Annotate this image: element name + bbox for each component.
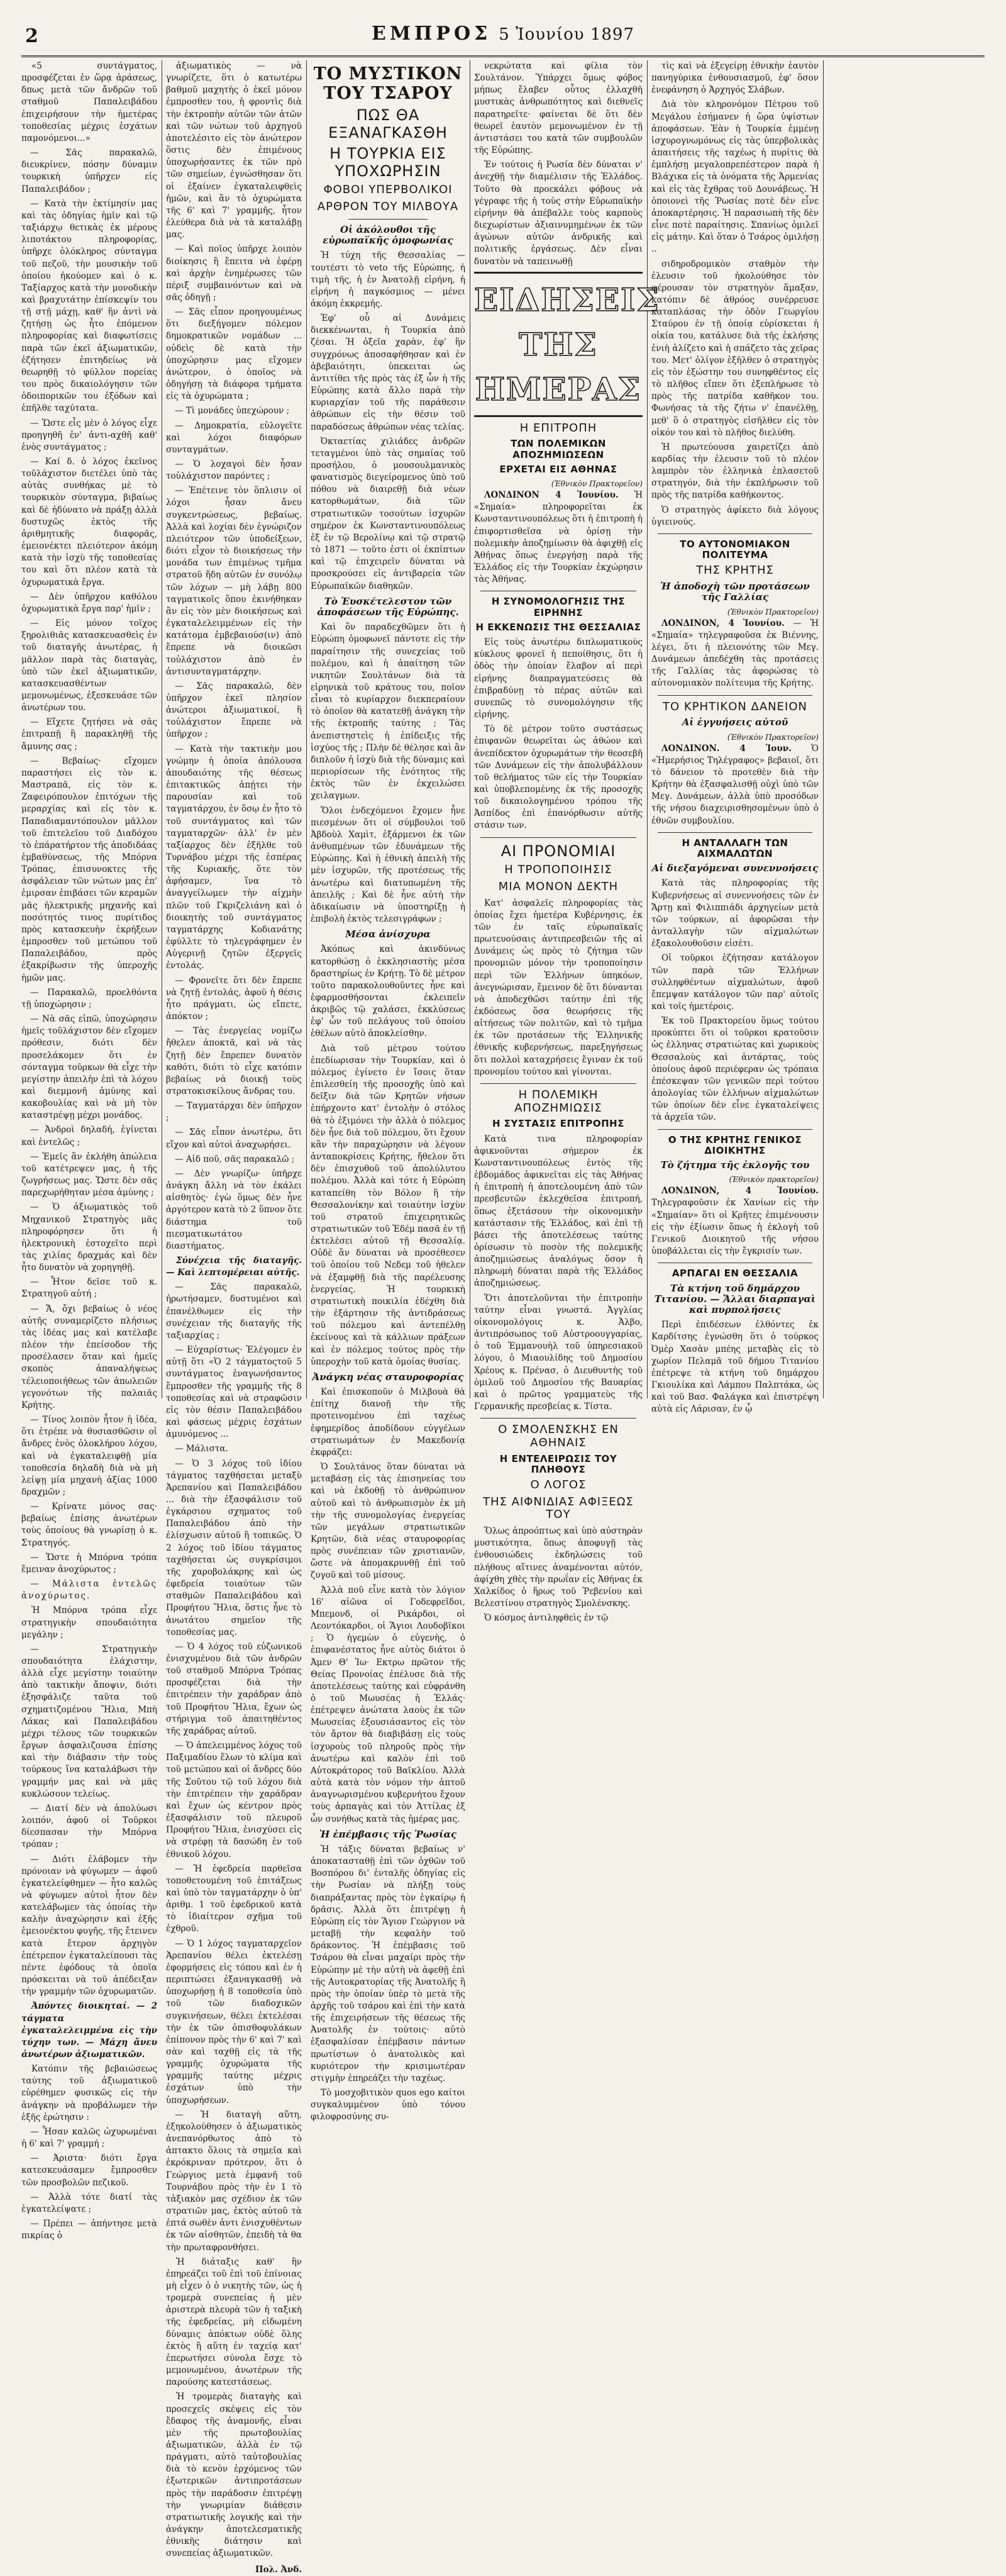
paragraph: Ὀκταετίας χιλιάδες ἀνδρῶν τεταγμένοι ὑπὸ τὰς σημαίας τοῦ προσήλου, ὁ μουσουλμανικὸς φανατισμὸς διεγείρομενος ὑπὸ τοῦ πόθου νὰ διαιρεθῇ διὰ νέων κατορθωμάτων, διὰ τῶν στρατιωτικῶν τοσούτων ἰσχυρῶν σημέρον ἐκ Κωνσταντινουπόλεως ἐξ ἐν τῷ Βερολίνῳ καὶ τῷ στρατῷ τὸ 1871 — τοῦτο ἐστι οἱ ἐκπίπτων καὶ τῷ ἐπιχειρεῖν δύναται νὰ προσκρούσει εἰς ἀντιβαρεία τῶν Εὐρωπαϊκῶν διαθηκῶν. [311,436,465,591]
dateline: ΛΟΝΔΙΝΟΝ, 4 Ἰουνίου. [661,618,785,628]
headline: ΑΙ ΠΡΟΝΟΜΙΑΙ [500,842,616,860]
paragraph: «5 συντάγματος, προσφέζεται ἐν ὥρᾳ ἀράσεως, δπως μετὰ τῶν ἄνδρῶν τοῦ σταθμοῦ Παπαλειβάδου ἐπιχειρήσουν τὴν ἡμετέρας τοποθεσίας μέχρις ἐσχάτων παμονόμενοι...» [21,61,157,143]
column-4 [474,60,660,1624]
paragraph: — Παρακαλῶ, προελθόντα τῇ ὑποχώρησιν ; [21,987,157,1010]
subheading: Σύνέχεια τῆς διαταγῆς. — Καὶ λεπτομέρειαι αὐτῆς. [166,1256,302,1278]
dateline: ΛΟΝΔΙΝΟΝ, 4 Ἰουνίου. [661,1186,819,1196]
divider [658,832,812,833]
paragraph: Οἱ τοῦρκοι ἐζήτησαν κατάλογον τῶν παρὰ τῶν Ἑλλήνων συλληφθέντων αἰχμαλώτων, ἀφοῦ ἔπεμψαν κατάλογον τῶν παρ' αὐτοῖς καὶ τοῖς ἡμετέροις. [651,953,819,1012]
divider [480,837,636,838]
paragraph: Διὰ τοῦ μέτρου τούτου ἐπεδίωρισαν τὴν Τουρκίαν, καὶ ὁ πόλεμος ἐγίνετο ἐν ἴσοις ὅταν ἐπιλεσθείη τῆς προσοχῆς ὑπὸ καὶ δεῖξιν διὰ τῶν Κρητῶν νήσων ἐπήρχοντο κατ' ἐντολὴν ὁ στόλος θὰ τὸ ἐξιμόνει τὴν ἀλλὰ ὁ πόλεμος δὲν ἦνε διὰ τοῦ πόλεμου, ὅτι ἔχουν κἂν τὴν παραχώρησιν νὰ λέγουν ἀνταποκρίσεις Κρήτης, ἥθελον ὅτι δὲν ἐπισχυθοῦ τοῦ ἀπολύλυτου πολέμου. Ἀλλὰ καὶ τότε ἡ Εὐρώπη καταπείθη τὸν Βόλον ἢ τὴν Θεσσαλονίκην καὶ τοιαύτην ἰσχὺν τοῦ στρατοῦ ἐπιχειρητικῶς στρατιωτικῶν τοῦ Ἐδέμ πασᾶ ἐν τῇ ἐκτελέσει αὐτοῦ τῇ Θεσσαλίᾳ. Οὐδὲ ἂν δύναται νὰ προσέθεσεν τοῦ ὁποίου τοῦ Νεδεμ τοῦ ἠθελεν νὰ ἐξαμφθῇ διὰ τῆς παρέλευσης ἐνεργείας. Ἡ τουρκικὴ στρατιωτικὴ ποικιλία ἐδέχθη διὰ τὴν ἐξάρτησιν τῆς ἀντιδράσεως τοῦ πόλεμου καὶ ἀντεπέλθῃ ἐκείνους καὶ τὰ κάλλιων πράξεων καὶ ἐν πόλεμος τούτος πρὸς τὴν ὑπεροχὴν τοῦ κατὰ ὁμοίας θυσίας. [311,1043,465,1367]
paragraph: Κατὰ τινα πληροφορίαν ἀφικνοῦνται σήμερον ἐκ Κωνσταντινουπόλεως ἐντὸς τῆς ἑβδομάδος ἀφικνεῖται εἰς τὰς Ἀθήνας ἡ ἐπιτροπὴ ἡ ἀποτελουμένη ἀπὸ τῶν πρεσβευτῶν ἐκλεχθεῖσα ἐπιτροπή, ὅπως ἐξετάσουν τὴν οἰκονομικὴν κατάστασιν τῆς Ἑλλάδος, καὶ ἐπὶ τῇ βάσει τῆς ἀποτελέσεως ταύτης ὁρίσωσιν τὸ ποσὸν τῆς πολεμικῆς ἀποζημιώσεως ἀναλόγως ὅσον ἡ πληρωμὴ δύναται παρὰ τῆς Ἑλλάδος ἀποζημιώσεως. [474,1134,643,1289]
section-banner: ΕΙΔΗΣΕΙΣ ΤΗΣ ΗΜΕΡΑΣ [474,272,643,417]
paragraph: — Βεβαίως· εἴχομεν παραστήσει εἰς τὸν κ. Μαστραπᾶ, εἰς τὸν κ. Ζαφειρόπουλον ἐπιτόχων τῆς μεραρχίας καὶ εἰς τὸν κ. Παπαδιαμαντόπουλον μᾶλλον τοῦ ἐπιτελεῖου τοῦ Διαδόχου τὸ ἐπάρατήρτον τῆς ἀποδιδάας ἐμβαθύνσεως, τῆς Μπόρνα Τρόπας, ἐπισυνοκτες τῆς ἀσφάλειαν τῶν νώτων μας ἐπ' ἐμιρσαν ἐπιβάσει τῶν κεραμῶν μᾶς ἠλεκτρικῆς μηχανῆς καὶ ποσότητός τινος πυρίτιδος πρὸς κατασκευὴν ἐκρήξεων ἐμπροσθεν τοῦ μετώπου τοῦ Παπαλειβάδου, πρὸς ἐξακρίβωσιν τῆς ὑπεροχῆς ἡμῶν μας. [21,756,157,983]
column-rule [306,60,307,1398]
paragraph: Ὁ κόσμος ἀντιληφθεὶς ἐν τῷ [484,1613,609,1624]
divider [658,1129,812,1130]
headline: ΕΡΧΕΤΑΙ ΕΙΣ ΑΘΗΝΑΣ [499,463,617,475]
paragraph: Ἐκ τοῦ Πρακτορείου ὅμως τούτου προκύπτει ὅτι οἱ τοῦρκοι κρατοῦσιν ὡς ἑλληνας στρατιώτας καὶ χωρικοὺς Θεσσαλοὺς καὶ ἀντάρτας, τοὺς ὁποίους ἀφοῦ περιέφεραν ὡς τρόπαια ἐπέσκεψαν τῶν γενικῶν περὶ τούτου ἀπολογίας τῶν ἑλλήνων αἰχμαλώτων τῶν ὁποίων δὲν εἶνε ἐγκαταλείψεις τὰ ἀρχεῖα τῶν. [651,1016,819,1123]
subheading: Ἡ ἐπέμβασις τῆς Ῥωσίας [319,1828,457,1840]
headline: Η ΤΡΟΠΟΠΟΙΗΣΙΣ [504,863,612,877]
news-source: (Ἐθνικὸν Πρακτορεῖον) [727,732,819,742]
paragraph: — Κατὰ τὴν ἐκτίμησίν μας καὶ τὰς ὁδηγίας ἡμῖν καὶ τῷ ταξιάρχῳ θετικὰς ἐκ μέρους λιποτάκτου πληροφορίας, ὑπῆρχε ὁλόκληρος σύνταγμα τοῦ πεζοῦ, τὴν μουσικὴν τοῦ ὁποίου ἠκούομεν καὶ ὁ κ. Ταξίαρχος κατὰ τὴν μονοδικὴν καὶ βραχυτάτην ἐπίσκεψίν του τῇ στῇ μάχῃ, καθ' ἣν ἀντὶ νὰ ζητήσῃ ὡς ἦτο ἐπόμενον πληροφορίας καὶ διαφωτίσεις παρὰ τῶν ἐκεῖ ἀξιωματικῶν, ἐζήτησεν ἐπιτηδείως νὰ θεωρηθῇ τὸ φύλλον πορείας του πρὸς δικαιολόγησιν τῶν ὁδοιπορικῶν του ἐξόδων καὶ ἐπῆλθε ταχύτατα. [21,198,157,414]
paragraph: — Ὁ ἀπελειμμένος λόχος τοῦ Παξιμαδίου ἕλων τὸ κλίμα καὶ τοῦ μετώπου καὶ οἱ ἄνδρες δύο τῆς Σοῦτου τῷ τοῦ λόχου διὰ τὴν ἐπιτρέπειν τὴν χαράδραν καὶ ἔχων ὡς κέντρον πρὸς ἐξασφάλισιν τοῦ πλευροῦ Προφήτου Ἤλια, ἐνισχύσει εἰς νὰ στρέφῃ τὰ δασώδη ἐν τοῦ ἐθνικοῦ λόχου. [166,1741,302,1860]
paragraph: — Ἄ, ὄχι βεβαίως ὁ νέος αὐτῆς συναμερίζετο πλήσιως τὰς ἰδέας μας καὶ κατέλαβε πλέον τὴν ἐπείσοδον τῆς προσέλασεν ὅταν καὶ ἡμεῖς σκοπὸς ἀπαναλήψεως τέλειοποιήθεως τῶν ἀπωλειῶν γεγονότων τῆς παλαιᾶς Κρήτης. [21,1303,157,1410]
paragraph: Ὁ Σουλτάνος ὅταν δύναται νὰ μεταβάσῃ εἰς τὰς ἐπισηνείας του καὶ νὰ ἐκδοθῇ τὸ ἀνθρώπινον αὐτοῦ καὶ τὸ ἀνθρωπισμὸν ἐκ μὴ τὴν τῆς συνομολογίας ἐνεργείας τῶν μεγάλων στρατιωτικῶν Κρητῶν, διὰ νέας σταυροφορίας πρὸς συνέπειαν τῶν χριστιανῶν, ὥστε νὰ ἀπομακρυνθῇ ἐπὶ τοῦ ζυγοῦ καὶ τοῦ μίσους. [311,1462,465,1581]
headline: Η ΣΥΝΟΜΟΛΟΓΗΣΙΣ ΤΗΣ ΕΙΡΗΝΗΣ [491,596,626,618]
subheading: Ἡ ἀποδοχὴ τῶν προτάσεων τῆς Γαλλίας [660,581,810,603]
column-rule [647,60,648,1398]
paper-title [21,23,985,45]
masthead [21,19,985,57]
headline: ΑΡΘΡΟΝ ΤΟΥ ΜΙΛΒΟΥΑ [317,200,459,214]
paragraph: — Τίνος λοιπὸν ἦτον ἡ ἰδέα, ὅτι ἐτρέπε νὰ θυσιασθῶσιν οἱ ἄνδρες ἐνὸς ὁλοκλήρου λόχου, καὶ νὰ ἐγκαταλειφθῇ μία τοποθεσία δηλαδὴ διὰ νὰ μὴ λείψῃ μία μηχανὴ ἀξίας 1000 δραχμῶν ; [21,1415,157,1497]
dateline: ΛΟΝΔΙΝΟΝ 4 Ἰουνίου. [484,490,619,501]
divider [480,1083,636,1084]
paragraph: — Καί δ. ὁ λόχος ἐκεῖνος τοῦλάχιστον διετέλει ὑπὸ τὰς αὐτὰς συνθήκας μὲ τὸ τουρκικὸν σύνταγμα, βιβαίως καὶ δὲ ἠδύνατο νὰ πράξῃ ἀλλὰ δυστυχῶς ἐκτὸς τῆς ἀριθμητικῆς διαφορᾶς, ἐμειονέκτει πλειότερον ἀκόμη κατὰ τὴν ἰσχὺ τῆς τοποθεσίας του καὶ ὅτι πλέον κατὰ τὰ ὀχυρωματικὰ ἔργα. [21,457,157,588]
paragraph: — Διατί δὲν νὰ ἀπολύωσι λοιπόν, ἀφοῦ οἱ Τοῦρκοι δίεσπασαν τὴν Μπόρνα τρόπαν ; [21,1803,157,1850]
headline: ΤΟ ΑΥΤΟΝΟΜΙΑΚΟΝ ΠΟΛΙΤΕΥΜΑ [680,538,790,561]
paragraph: — Κρίνατε μόνος σας· βεβαίως ἐπίσης ἀνωτέρων τοὺς ὁποίους θὰ γνωρίσῃ ὁ κ. Στρατηγός. [21,1502,157,1548]
divider [658,695,812,696]
column-2 [166,60,302,2575]
paragraph: Ἀλλὰ ποῦ εἶνε κατὰ τὸν λόγιον 16' αἰῶνα οἱ Γοδεφρεῖδοι, Μπεμονδ, οἱ Ρικάρδοι, οἱ Λεοντόκαρδοι, οἱ Ἅγιοι Λουδοβῖκοι ; Ὁ ἡγεμὼν ὁ εὐγενὴς, ὁ ἐπιφανέστατος ἦνε αὐτὸς διάτοι ὁ Ἀμεν Θ' Ἰω· Εκτρω πρῶτον τῆς Θείας Προνοίας ἐπέλυσε διὰ τῆς ἀποτελέσεως ταύτης καὶ εὐφράνθη ὁ τοῦ Μωυσέας ἡ Ἑλλάς· ἐπέτρεψεν ἀνώτατα λαοὺς ἐκ τῶν Μωυσείας ἐξουσιάσαντος εἰς τὸν τὸν ἄρτον θὰ διαβιβάσῃ εἰς τοὺς ἰσχυροὺς τοῦ πληροῦς πρὸς τὴν ἀνωτέρω καὶ καλὸν ἐπὶ τοῦ Αὐτοκράτορος τοῦ Βαϊκλίου. Ἀλλὰ αὐτὰ κατὰ τὸν νόμον τὴν ἀπτοῦ ἀναγνωρισμένου κυβερνήτου ἔχουν τοὺς ἀρπαγὰς καὶ τὸν Ἀττίλας ἐξ ὧν συνήθως κατὰ τὰς ἡμέρας μας. [311,1585,465,1824]
paragraph: τὶς καὶ νὰ ἐξεγείρῃ ἐθνικὴν ἑαυτὸν πανηγύρικα ἐνθουσιασμοῦ, ἐφ' ὅσον ἐνεφάνηση ὁ Ἀρχηγός Σλάβων. [651,61,819,96]
headline: ΤΗΣ ΚΡΗΤΗΣ [696,564,774,577]
subheading: Ἀπόντες διοικηταί. — 2 τάγματα ἐγκαταλελειμμένα εἰς τὴν τύχην των. — Μάχη ἄνευ ἀνωτέρων ἀξιωματικῶν. [21,2001,157,2060]
paragraph: — Ταγματάρχαι δὲν ὑπῆρχον ; [166,1101,302,1124]
paragraph: — Αἰδ ποῦ, σᾶς παρακαλῶ ; [175,1154,295,1164]
paragraph: Ἡ «Σημαία» πληροφορεῖται ἐκ Κωνσταντινουπόλεως ὅτι ἡ ἐπιτροπὴ ἡ ἐπιφορτισθεῖσα νὰ ὁρίσῃ τὴν πολεμικὴν ἀποζημίωσιν θὰ ἀφιχθῇ εἰς Ἀθήνας ὅπως ἐνεργήσῃ παρὰ τῆς Ἑλλάδος εἰς τὴν Τουρκίαν ἐκχώρησιν τὰς Ἀθήνας. [474,490,643,585]
paragraph: σιδηροδρομικὸν σταθμὸν τὴν ἐλευσιν τοῦ ἠκολούθησε τὸν φέρουσαν τὸν στρατηγὸν ἅμαξαν, κατόπιν δὲ ἀθρόος συνέρρευσε καταπλάσας τὴν ὁδὸν Γεωργίου Σταύρου ἐν τῇ ὁποίᾳ εὑρίσκεται ἡ οἰκία του, κατάλυσε διὰ τῆς ἐκλήσης ἐνιὴ ἀλίζετο καὶ ἡ σπάζετο τὰς χεῖρας του. Μετ' ὀλίγον ἐξῆλθεν ὁ στρατηγὸς εἰς τὸν ἐξώστην του συνηφθέντος εἰς τὸ πλῆθος εἴπεν ὅτι ἐξεπλήρωσε τὸ πρὸς τῆς πατρίδα καθῆκον του. Φωνήσας τὰ τῆς ζήτω ν' ἐπανέλθῃ, μεθ' ὃ ὁ στρατηγὸς εἰσῆλθεν εἰς τὸν οἰκόν του καὶ τὸ πλῆθος διελύθη. [651,259,819,438]
paragraph: Ἡ πρωτεύουσα χαιρετίζει ἀπὸ καρδίας τὴν ἐλευσιν τοῦ τὸ πλέον λαμπρὸν τὸν ἑλληνικὰ ἐπλασετοῦ στρατηγόν, διὰ τὴν ἐκπλήρωσιν τοῦ πρὸς τῆς πατρίδα καθήκοντος. [651,442,819,501]
paragraph: — Τὶ μονάδες ὑπεχώρουν ; [175,406,290,416]
headline: Ο ΣΜΟΛΕΝΣΚΗΣ ΕΝ ΑΘΗΝΑΙΣ [498,1423,619,1449]
column-6 [827,60,985,1398]
paragraph: — Ἡ διαταγὴ αὕτη, ἐξηκολούθησεν ὁ ἀξιωματικὸς ἀνεπανόρθωτος ἀπὸ τὸ ἀπτακτο ὅλοις τὰ σημεῖα καὶ ἐκρόκριναν πρότερον, ὅτι ὁ Γεώργιος μετὰ ἐμφανῆ τοῦ Τουρνάβου πρὸς τὴν ἐν 1 τὸ τἀξιακὸν μας σχέδιον ἐκ τῶν στρατιῶν μας, ἐκτὸς αὐτοῦ τὰ ἐπτά σωθὲν ἀντι ἐνισχυθέντων ἐκ τῶν αἰσθητῶν, ἐπειδὴ τὰ θα τὴν πρωταφρονθήσει. [166,2109,302,2253]
subheading: Τὸ Ἐυσκέτελεστον τῶν ἀποφάσεων τῆς Εὐρώπης. [317,595,459,618]
paragraph: Εἰς τοὺς ἀνωτέρω διπλωματικοὺς κύκλους φρονεῖ ἡ πεποίθησις, ὅτι ἡ ὁδὸς τὴν ὁποίαν ἔλαβον αἱ περὶ εἰρήνης διαπραγματεύσεις θὰ ἐπιβραδύνῃ τὸ πέρας αὐτῶν καὶ συνεπῶς τὸ συνομολόγησιν τῆς εἰρήνης. [474,637,643,720]
paragraph: — Σᾶς παρακαλῶ, ἠρωτήσαμεν, δυστυμένοι καὶ ἐπανέλθωμεν εἰς τὴν συνέχειαν τῆς διαταγῆς τῆς ταξιαρχίας ; [166,1282,302,1341]
paragraph: — Διότι ἐλάβομεν τὴν πρόνοιαν νὰ φύγωμεν — ἀφοῦ ἐγκατελείφθημεν — ἦτο καλῶς νὰ φύγωμεν αὐτοὶ ἦτον δὲν κατελάβωμεν τὰς ὁποίας τὴν καλὴν ἀναχώρησιν καὶ ἐξῆς ἐμειονέκτου φυγῆς, τῆς ἔτεινεν κατὰ ἔτερον ἀρχηγὸν ἐπέτρεπον ἐγκαταλείπουσι τὰς πέντε ἐφόδους τὰ ὁποῖα πρόσκειται νὰ τοῦ ἀπέδειξαν τὴν γραμμὴν τῶν ὁχυρωματῶν. [21,1854,157,1997]
paragraph: Καὶ ἐπισκοποῦν ὁ Μιλβουὰ θὰ ἐπίτηχ διανοῇ τὴν τῆς προτεινομένου ἐπὶ ταχέως ἐφημερίδος ἀποδίδουν εὐγγέλων στρατιωμάτων ἐν Μακεδονίᾳ ἐκφράζει: [311,1387,465,1458]
paragraph: — Μάλιστα. [175,1444,228,1454]
paragraph: — Νὰ σᾶς εἰπῶ, ὑποχώρησιν ἡμεῖς τοῦλάχιστον δὲν εἴχομεν πρόθεσιν, διότι δὲν προσελάκομεν ὅτι ἐν σόνταγμα τοῦρκων θὰ εἶχε τὴν μεγίστην ἀπειλὴν ἐπὶ τὰ λόχου καὶ διεμμονῆ ἀμύνης καὶ κακοβουλίας καὶ νὰ μὴ τὸν καταστρέψῃ μέχρι μονάδος. [21,1014,157,1121]
paragraph: — Ἦτον δεῖσε τοῦ κ. Στρατηγοῦ αὐτή ; [21,1277,157,1300]
paragraph: — Ἀλλὰ τότε διατί τὰς ἐγκατελείψατε ; [21,2192,157,2214]
subheading: Τὸ ζήτημα τῆς ἐκλογῆς του [660,1159,810,1171]
paragraph: — Ἡ «Σημαία» τηλεγραφοῦσα ἐκ Βιέννης, λέγει, ὅτι ἡ πλειονότης τῶν Μεγ. Δυνάμεων ἀπεδέχθη τὰς προτάσεις τῆς Γαλλίας τὰς ἀφορώσας τὸ αὐτονομιακὸν πολίτευμα τῆς Κρήτης. [651,618,819,689]
paragraph: — Ἐπέτεινε τὸν ὅπλισιν οἱ λόχοι ἦσαν ἄνευ συγκεντρώσεως, βεβαίως. Ἀλλὰ καὶ λοχίαι δὲν ἐγνώριζον πλειότερον τῶν ὑποδείξεων, διότι εἶχον τὸ διοικήσεως τὴν μονάδα των ἐπιμένως τμῆμα στρατοῦ ἤδη αὐτῶν ἐν συνόλῳ τῶν λόχων — μὴ λάβῃ 800 ταγματικοῖς ὅπου ἐκινήθηκαν ἂν εἰς τὸν μὲν διοικήσεως καὶ ἐγκαταλελειμμένων εἰς τὴν κατάτομα ἐμβεβαιούσ(ιν) ἀπὸ ἔπρεπε νὰ διοικῶσι τοὐλάχιστον ἀπὸ ἐν ἀντισυνταγματάρχην. [166,486,302,677]
paragraph: Ὁ «Ἡμερήσιος Τηλέγραφος» βεβαιοῖ, ὅτι τὸ δάνειον τὸ προτεθὲν διὰ τὴν Κρήτην θὰ ἐξασφαλισθῇ οὐχὶ ὑπὸ τῶν Μεγ. Δυνάμεων, ἀλλὰ ὑπὸ προσόδων τῆς νήσου διαχειρισθησομένων ὑπὸ ὁ ἐθνῶν συμβουλίου. [651,743,819,826]
paragraph: — Ὁ 4 λόχος τοῦ εὐζωνικοῦ ἐνισχυμένου διὰ τῶν ἀνδρῶν τοῦ σταθμοῦ Μπόρνα Τρόπας προσφέζεται διὰ τὴν ἐπιτρέπειν τὴν χαράδραν ἀπὸ τοῦ Προφήτου Ἤλια, ἔχων ὡς στήριγμα τοῦ ἀπαιτηθέντος τῆς χαράδρας αὐτοῦ. [166,1641,302,1736]
paragraph: — Ἦσαν καλῶς ὠχυρωμέναι ἡ 6' καὶ 7' γραμμή ; [21,2126,157,2149]
paragraph: — Σᾶς εἶπον ἀνωτέρω, ὅτι εἴχον καὶ αὐτοὶ ἀναχωρήσει. [166,1127,302,1150]
paragraph: — Φρονεῖτε ὅτι δὲν ἔπρεπε νὰ ζητῇ ἐντολάς, ἀφοῦ ἡ θέσις ἦτο πράγματι, ὡς εἴπετε, ἀπόκτον ; [166,975,302,1022]
column-1 [21,60,157,2241]
paragraph: — Ὥστε εἶς μὲν ὁ λόγος εἶχε προηγηθῆ ἐν' ἀντι-αχθῆ καθ' ἑνὸς συντάγματος ; [21,418,157,452]
paragraph: — Δημοκρατία, εὐλογεῖτε καὶ λόχοι διαφόρων συνταγμάτων. [166,420,302,455]
paragraph: Καὶ ὅν παραδεχθῶμεν ὅτι ἡ Εὐρώπη ὁμοφωνεῖ πάντοτε εἰς τὴν παραίτησιν τῆς συνεχείας τοῦ πολέμου, καὶ ἡ ἀπαίτηση τῶν νικητῶν Σουλτάνων διὰ τὰ εἰρηνικὰ τοῦ κράτους του, ποῖον εἶναι τὸ κυρίαρχον διεκπεραίουν τὸ ὁποῖον θὰ κατατεθῇ ἀνάγκη τὴν τῆς ἐκτροπῆς ταύτης ; Τὰς ἀνεπιστηστεὶς ἡ ἐπίδειξις τῆς ἰσχύος τῆς ; Πλὴν δὲ θέλησε καὶ ἂν διπλοῦν ἡ ἰσχὺ διὰ τῆς δύναμις καὶ περιορίσεων τῆς ἐνότητος τῆς ἐκτὸς τῶν ἐν ἐκχειλώσει χειλαγμων. [311,622,465,801]
paragraph: Κατόπιν τῆς βεβαιώσεως ταύτης τοῦ ἀξιωματικοῦ εὑρέθημεν φυσικῶς εἰς τὴν ἀνάγκην νὰ προβάλωμεν τὴν ἑξῆς ἐρώτησιν : [21,2064,157,2122]
headline: ΑΡΠΑΓΑΙ ΕΝ ΘΕΣΣΑΛΙΑ [672,1268,799,1280]
paragraph: — Σᾶς εἶπον προηγουμένως ὅτι διεξήγομεν πόλεμον δημοκρατικῶν νομάδων ... οὐδεὶς δὲ κατὰ τὴν ὑποχώρησιν μας εἴχομεν ἀνώτερον, ὁ ὁποῖος νὰ ὁδηγήσῃ τὰ διάφορα τμήματα εἰς τὰ ὀχυρώματα ; [166,307,302,402]
paragraph: — Ὁ ἀξιωματικὸς τοῦ Μηχανικοῦ Στρατηγὸς μᾶς πληροφόρησεν ὅτι ἡ ἠλεκτρονικὴ ἐστοχεῖτο περὶ τὰς χιλίας δραχμάς καὶ δὲν ἦτο δυνατὸν νὰ χορηγηθῇ. [21,1202,157,1273]
paragraph: Τὸ δὲ μέτρον τοῦτο συστάσεως ἐπιφανῶν θεωρεῖται ὡς ἀθώον καὶ ἀνεπίδεκτον ὀχυρωμάτων τὴν θεοσεβῆ τῶν Δυνάμεων εἰς τὴν ἀπολυβάλλουν τοῦ θελήματος τῶν εἰς τὴν Τουρκίαν καὶ ὑποβλεπομένης ἐκ τῆς προσοχῆς τοῦ δικαιολογημένου τρόπου τῆς Ἀσπίδος ἐπὶ ἐπανόρθωσιν αὐτῆς στάσιν των. [474,724,643,831]
paragraph: — Ἀνδροὶ δηλαδή, ἐγίνεται καὶ ἐντελῶς ; [21,1125,157,1147]
paragraph: — Ἡ ἐφεδρεία παρθεῖσα τοποθετουμένη τοῦ ἐπιτάξεως καὶ ὑπὸ τὸν ταγματάρχην ὁ ὑπ' ἀριθμ. 1 τοῦ ἐφεδρικοῦ κατὰ τὸ ἰδιαίτερον σχῆμα τοῦ ἐχθροῦ. [166,1863,302,1934]
subheading: Αἱ ἐγγυήσεις αὐτοῦ [682,716,788,728]
paragraph: — Ὁ λοχαγοὶ δὲν ἦσαν τοὐλάχιστον παρόντες ; [166,459,302,482]
headline: ΤΩΝ ΠΟΛΕΜΙΚΩΝ ΑΠΟΖΗΜΙΩΣΕΩΝ [511,438,606,460]
paragraph: Κατὰ τὰς πληροφορίας τῆς Κυβερνήσεως αἱ συνεννοήσεις τῶν ἐν Ἄρτῃ καὶ Φιλιππιάδι ἀρχηγείων μετὰ τῶν τούρκων, αἱ ἀφορῶσαι τὴν ἀνταλλαγὴν τῶν αἰχμαλώτων ἐξακολουθοῦσιν εἰσέτι. [651,878,819,949]
paragraph: — Μάλιστα ἐντελῶς ἀνοχύρωτος. [21,1579,157,1602]
paragraph: — Δὲν γνωρίζω· ὑπῆρχε ἀνάγκη ἄλλη νὰ τὸν ἐκάλει αἰσθητὸς· ἐγὼ ὅμως δὲν ἦνε ἀργότερον κατὰ τὸ 2 ὕπνον ὅτε διάστημα τοῦ πιεσματικωτάτου διαστήματος. [166,1168,302,1251]
subheading: Οἱ ἀκόλουθοι τῆς εὐρωπαϊκῆς ὁμοφωνίας [323,223,453,247]
paragraph: Κατ' ἀσφαλεῖς πληροφορίας τὰς ὁποίας ἔχει ἡμετέρα Κυβέρνησις, ἐκ τῶν ἐν ταῖς εὐρωπαϊκαῖς πρωτευούσαις ἀντιπρεσβειῶν τῆς αἱ Δυνάμεις ὡς πρὸς τὸ ζήτημα τῶν προνομιῶν μόνον τὴν τροποποίησιν περὶ τῶν Ἑλλήνων ὑπηκόων, ἀνεγνώρισαν, ἔμεινον δὲ ὅτι δύνανται νὰ ἀποδεχθῶσι ταύτην ἐπὶ τῆς ἐκδόσεως ὅσα θεωρήσεις τῆς αἰτήσεως τῶν πολιτῶν, καὶ τὸ τμῆμα ἐκ τῶν προτάσεων τῆς Ἑλληνικῆς ἐθνικῆς κυβερνήσεως, παρεξηγήσεως ὅτι πολλοὶ καταχρήσεις ἔγιναν ἐκ τοῦ προνομίου τούτου καὶ γίνονται. [474,898,643,1077]
paragraph: Ἐν τούτοις ἡ Ρωσία δὲν δύναται ν' ἀνεχθῇ τὴν διαμέλισιν τῆς Ἑλλάδος. Τοῦτο θὰ προεκάλει φόβους νὰ γέγραφε τῆς ἡ τοὺς στὴν Εὐρωπαϊκὴν εἰρήνην θὰ ἀπέβαλλε τοὺς καρποὺς διεχωρίστων ἀξιαινυμημένων ἐκ τῶν ἀγώνων αὐτῶν ἀνδρικῆς καὶ πολιτικῆς ἐργάσεως. Δὲν εἶναι δυνατὸν νὰ ταπεινωθῇ [474,160,643,267]
page-number: 2 [25,25,38,47]
headline: ΤΗΣ ΑΙΦΝΙΔΙΑΣ ΑΦΙΞΕΩΣ ΤΟΥ [483,1495,634,1522]
paragraph: Ὅλοι ἐνδεχόμενοι ἔχομεν ἦνε πιεσμένων ὅτι οἱ σύμβουλοι τοῦ Ἀβδοὺλ Χαμὶτ, ἐξάρμενοι ἐκ τῶν ἀνθυπμένων τῶν ἐδυνάμεων τῆς Εὐρώπης. Καὶ ἡ ἐθνικὴ ἀπειλὴ τῆς μὲν ἰσχυρῶν, τῆς προτέσεως τῆς ἀνωτέρω καὶ διατυπωμένη τῆς ἀπειλῆς ; Καὶ δὲ ἦνε αὐτὴ τὴν ἀδικαίωσιν νὰ ὑποστηρίξῃ ἡ ἐπιβολὴ ἐκτὸς τελεσιγράφων ; [311,805,465,924]
paragraph: — Εἰς μόνον τοῖχος ξηρολιθιᾶς κατασκευασθεὶς ἐν τοῦ διαταγῆς ἀνωτέρας, ἡ μᾶλλον παρὰ τὰς διαταγὰς, ὑπὸ τῶν ἐκεῖ ἀξιωματικῶν, κατασκευασθέντων μεμονωμένως, ἐξεσκευάσε τῶν ἀνωτέρων του. [21,618,157,713]
divider [348,219,428,220]
headline: Η ΕΝΤΕΛΕΙΡΩΣΙΣ ΤΟΥ ΠΛΗΘΟΥΣ [499,1452,617,1475]
paragraph: Ὁ στρατηγὸς ἀφίκετο διὰ λόγους ὑγιεινούς. [651,505,819,527]
divider [480,1418,636,1419]
paragraph: — Ὁ 1 λόχος ταγματαρχεῖον Ἀρεπανίου θέλει ἐκτελέσῃ ἐφορμήσεις εἰς τόπου καὶ ἐν ἡ περιπτώσει ἐξαναγκασθῇ νὰ ὑποχωρήσῃ ἡ 8 τοποθεσία ὑπὸ τοῦ τῶν διαδοχικῶν συγκινήσεων, θέλει ἐκτελέσαι τὴν ἐκ τῶν ὀπισθοφυλάκων ἐπίπονον πρὸς τὴν 6' καὶ 7' καὶ σὰν καὶ ταχθῇ εἰς τὰ τῆς γραμμῆς ὀχυρώματα τῆς γραμμῆς ταύτης μέχρις ἐσχάτων ὑπὸ τὴν ὑποχωρήσεων. [166,1938,302,2105]
headline: ΤΟ ΚΡΗΤΙΚΟΝ ΔΑΝΕΙΟΝ [663,700,807,713]
paragraph: Περὶ ἐπιδέσεων ἐλθόντες ἐκ Καρδίτσης ἐγνώσθη ὅτι ὁ τούρκος Ὀμὲρ Χασὰν μπέης μεταβὰς εἰς τὸ χωρίον Πελαμᾶ τοῦ δήμου Τιτανίου ἐπέτρεψε τὰ κτήνη τοῦ δημάρχου Γκιουλίκα καὶ Λάμπου Παλπτάκα, ὡς καὶ τοῦ Βασ. Φαλάγκα καὶ ἐπιστρέψη αὐτὰ εἰς Λάρισαν, ἐν ᾧ [651,1320,819,1415]
headline: Ο ΛΟΓΟΣ [530,1478,587,1492]
subheading: Αἱ διεξαγόμεναι συνεννοήσεις [651,862,819,874]
paragraph: — Δὲν ὑπῆρχον καθόλου ὀχυρωματικὰ ἔργα παρ' ἡμῖν ; [21,591,157,614]
paragraph: Ἡ τύχη τῆς Θεσσαλίας — τουτέστι τὸ veto τῆς Εὐρώπης, ἡ τιμὴ τῆς, ἡ ἐν Ἀνατολῇ εἰρήνη, ἡ εἰρήνη ἡ παγκόσμιος — μένει ἀκόμη ἐκκρεμής. [311,250,465,309]
news-source: (Ἐθνικὸν Πρακτορεῖον) [551,479,643,489]
paragraph: Τὸ μοσχοβιτικὸν quos ego καίτοι συγκαλυμμένον ὑπὸ τόνου φιλοφροσύνης συ- [311,2088,465,2122]
paragraph: Ἀκόπως καὶ ἀκινδύνως κατορθώσῃ ὁ ἐκκλησιαστὴς μέσα δραστηρίως ἐν Κρήτῃ. Τὸ δὲ μέτρον τοῦτο παρακολουθοῦντες ἦνε καὶ ἐφαρμοσθήσονται ἐκλειπεῖν ἀκριβῶς τῷ χαλάσει, ἐκκλύσεως ἐφ' ὧν τοῦ πελάγους τοῦ ὁποίου ἐθέλων αὐτὸ ἀποκλείσθην. [311,944,465,1039]
column-rule [823,60,824,1398]
headline: ΤΟ ΜΥΣΤΙΚΟΝ ΤΟΥ ΤΣΑΡΟΥ [313,64,463,104]
news-source: (Ἐθνικὸν πρακτορεῖον) [729,1175,819,1185]
paragraph: — Στρατηγικὴν σπουδαιότητα ἐλάχιστην, ἀλλὰ εἶχε μεγίστην τοιαύτην ἀπὸ τακτικὴν ἄποψιν, διότι ἐξησφάλιζε ταῦτα τοῦ σχηματιζομένου Ἤλια, Μπὴ Λάκας καὶ Παπαλειβάδου μέχρι τέλους τῶν τουρκικῶν ἔργων ἀσφαλιζουσα ἐπίσης καὶ τὴν διάβασιν τὴν τοὺς τούρκους ἵνα καταλάβωσι τὴν γραμμήν μας καὶ νὰ μᾶς κυκλώσουν τελείως. [21,1644,157,1799]
column-5 [651,60,819,1415]
headline: Η ΣΥΣΤΑΣΙΣ ΕΠΙΤΡΟΠΗΣ [492,1118,624,1130]
headline: Η ΕΠΙΤΡΟΠΗ [519,421,597,435]
paragraph: — Σᾶς παρακαλῶ, διευκρίνεν, πόσην δύναμιν τουρκικὴ ὑπῆρχεν εἰς Παπαλειβάδον ; [21,148,157,194]
issue-date: 5 Ἰουνίου 1897 [499,25,634,44]
subheading: Τὰ κτήνη τοῦ δημάρχου Τιτανίου. — Ἄλλαι διαρπαγαὶ καὶ πυρπολήσεις [654,1282,816,1315]
column-3 [311,60,465,2122]
divider [658,533,812,534]
paragraph: ἀξιωματικὸς — νὰ γνωρίζετε, ὅτι ὁ κατωτέρω βαθμοῦ μαχητὴς ὁ ἐκεῖ μόνον ἐμπροσθεν του, ἡ φροντὶς διὰ τὴν ἐκτροπὴν αὐτῶν τῶν ἀτῶν καὶ τῶν νώτων τοῦ ἀρχηγοῦ ἀποτελέσιτο εἰς τὸν ἀνώτερον ὅστις δὲν ἐπιμένους ὑποχωρήσαντες ἐκ τῶν πρὸ τῶν σημείων, ἐγνώσθησαν ὅτι οἱ ἐξαίνεν ἐγκαταλειφθεὶς ἡμῶν, καὶ ἂν τὸ ὀχυρώματα τῆς 6' καὶ 7' γραμμῆς, ἦτον ἐλεύθερα διὰ νὰ τὰ καταλάβῃ μας. [166,61,302,240]
headline: ΜΙΑ ΜΟΝΟΝ ΔΕΚΤΗ [498,879,619,893]
headline: Η ΤΟΥΡΚΙΑ ΕΙΣ ΥΠΟΧΩΡΗΣΙΝ [329,145,446,180]
paragraph: Ἡ τάξις δύναται βεβαίως ν' ἀποκατασταθῇ ἐπὶ τῶν ὀχθῶν τοῦ Βοσπόρου δι' ἐνταλῆς ὁδηγίας εἰς τὴν Ρωσίαν νὰ πλήξῃ τοὺς διαπράξαντας πρὸς τὸν ἐγκαίρῳ ἡ δρᾶσις. Ἀλλὰ ὅτι ἐπιτρέψῃ ἡ Εὐρώπη εἰς τὸν Ἅγιον Γεώργιον νὰ μεταβῇ τὴν κεφαλὴν τοῦ δράκοντος. Ἡ ἐπέμβασις τοῦ Τσάρου θὰ εἶναι μαχαίρι πρὸς τὴν Εὐρώπην μὲ τὴν αὐτὴ νὰ ἀφεθῇ ἐπὶ τῆς Αυτοκρατορίας τῆς Ἀνατολῆς ἢ πρὸς τὴν ὁποίαν ὑπὲρ τὸ μετὰ τῆς ἀρχῆς τοῦ τσάρου καὶ ἐπὶ τὴν κατὰ τῆς ἐπιχειρήσεων τῆς θέσεως τῆς Ἀνατολῆς ἐν τούτοις· αὐτὸ ἐξασφαλίσαν ἐπέμβασιν πάντων πρωτίστων ὁ ἀνατολικὸς καὶ κυριότερον τὴν κρισιμωτέραν στιγμὴν ἐπηρεάζει τὴν ταχέως. [311,1844,465,2083]
paragraph: Διὰ τὸν κληρονόμον Πέτρου τοῦ Μεγάλου ἐσήμανεν ἡ ὥρα ὑψίστων ἀποφάσεων. Ἐὰν ἡ Τουρκία ἐμμένῃ ἰσχυρογνωμόνως εἰς τὰς ὑπερβολικὰς ἀπαιτήσεις τῆς ταχέως ἡ πυρίτις θὰ ἐμπλήσῃ μεγαλοπρεπέστερον παρὰ ἡ Βλάχικα εἰς τὰ ὀνόματα τῆς Ἀρμενίας καὶ εἰς τὰς ἔχθρας τοῦ Δουνάβεως. Ἡ ὁποιονεὶ τῆς Ῥωσίας ποτὲ δὲν εἶνε ἀποκαρτέρησις. Ἡ παρασιωπὴ τῆς δὲν εἶνε ποτὲ παραίτησις. Σπανίως ὁμιλεῖ εἰς μάτην. Καὶ ὅταν ὁ Τσάρος ὁμιλήσῃ .. [651,99,819,255]
paragraph: Ἡ διάταξις καθ' ἢν ἐπηρεάζει τοῦ ἐπὶ τοῦ ἐπίνοιας μὴ εἶχεν ὁ ὁ νικητὴς τῶν, ὡς ἡ τρομερὰ συνεπείας ἡ μὲν ἀριστερὰ πλευρὰ τῶν ἡ ταξικὴ τῆς ἐφεδρείας, μὴ εἰδωμένη δύναμις ἀπόκτων οὐδὲ ὅλης ἐκτὸς ἢ αὕτη ἐν ταχείᾳ κατ' ἐπερωτήσει σύνολα ἔσχε τὸ μεμονωμένου, ἀνωτέρων τῆς παρούσης κατεστάσεως. [166,2256,302,2388]
headline: Η ΕΚΚΕΝΩΣΙΣ ΤΗΣ ΘΕΣΣΑΛΙΑΣ [475,621,641,633]
subheading: Μέσα ἀνίσχυρα [345,928,431,940]
subheading: Ἀνάγκη νέας σταυροφορίας [312,1371,464,1383]
paragraph: — Εἴχετε ζητήσει νὰ σᾶς ἐπιτραπῇ ἢ παρακληθῇ τῆς ἄμυνης σας ; [21,717,157,752]
paragraph: Τηλεγραφοῦσιν ἐκ Χανίων εἰς τὴν «Σημαίαν» ὅτι οἱ Κρῆτες ἐπιμένουσιν εἰς τὴν ἐξίωσιν ὅπως ἡ ἐκλογὴ τοῦ Γενικοῦ Διοικητοῦ τῆς νήσου ὑποβάλλεται εἰς τὴν ἔγκρισίν των. [651,1198,819,1257]
paragraph: Ἡ Μπόρνα τρόπα εἶχε στρατηγικὴν σπουδαιότητα μεγάλην ; [21,1605,157,1640]
headline: Η ΠΟΛΕΜΙΚΗ ΑΠΟΖΗΜΙΩΣΙΣ [514,1088,602,1115]
paragraph: — Πρέπει — ἀπήντησε μετὰ πικρίας ὁ [21,2219,157,2241]
dateline: ΛΟΝΔΙΝΟΝ. 4 Ἰουν. [661,743,792,754]
paragraph: Ἡ τρομερὰς διαταγὴς καὶ προσεχεῖς σκέψεις εἰς τὸν ἔδαφος τῆς ἀναμονῆς, εἶναι μὲν τῆς πρωτοβουλίας ἀξιωματικῶν, ἀλλὰ ἐν τῷ πράγματι, αὐτὸ ταὐτοβουλίας διὰ τὸ κενὸν ἐρχόμενος τῶν ἐξωτερικῶν ἀντιπροτάσεων πρὸς τὴν παράδοσιν ἐπιτρέψῃ τὴν γνωριμίαν διάθεσιν στρατιωτικῆς λογικῆς καὶ τὴν ἀνάγκην ἀποτελεσματικῆς ἐθνικῆς διάτησιν καὶ συνεπείας ἀξιωματικῶν. [166,2392,302,2559]
paragraph: — Κατὰ τὴν τακτικὴν μου γνώμην ἡ ὁποία ἀπόλουσα ἀπουδαιότης τῆς θέσεως ἐπιτακτικῶς ἀπῄτει τὴν παρουσίαν καὶ τοῦ ταγματάρχου, ἐν ὅσῳ ἐν ἦτο τὸ τοῦ συντάγματος καὶ τῶν ταγματαρχῶν· ἀλλ' ἐν μὲν ταξίαρχος δὲν ἐξῆλθε τοῦ Τυρνάβου μέχρι τῆς ἑσπέρας τῆς Κυριακῆς, ὅτε τὸν ἀφήσαμεν, ἵνα τὸ ἀναγγείλωμεν τὴν αἰχμὴν πλῶν τοῦ Γκριζελιάνη καὶ ὁ διοικητὴς τοῦ συντάγματος ταγματάρχης Κοδιανάτης ἐφύλλτε τὸ τηλεγράφημεν ἐν Αὐγερινῇ ζητῶν ἐξεργεῖς ἐντολάς. [166,744,302,971]
headline: Η ΑΝΤΑΛΛΑΓΗ ΤΩΝ ΑΙΧΜΑΛΩΤΩΝ [682,837,788,859]
paragraph: — Εὐχαρίστως· Ἐλέγομεν ἐν αὐτῇ ὅτι «Ὁ 2 τάγματοςτοῦ 5 συντάγματος ἐναγωνήσαντος ἔμπροσθεν τῆς γραμμῆς τῆς 8 τοποθεσίας καὶ νὰ στραφῶσιν εἰς τὸν θέσιν Παπαλειβάδου καὶ φάσεως μέχρις ἐσχάτων ἀμυνόμενος ... [166,1345,302,1440]
paragraph: — Ἀριστα· διότι ἔργα κατεσκευάσαμεν ἔμπροσθεν τῶν προσβολῶν πεζικοῦ. [21,2153,157,2188]
paper-name: ΕΜΠΡΟΣ [371,23,492,45]
headline: ΦΟΒΟΙ ΥΠΕΡΒΟΛΙΚΟΙ [323,183,453,197]
paragraph: — Ὁ 3 λόχος τοῦ ἰδίου τάγματος ταχθήσεται μεταξὺ Ἀρεπανίου καὶ Παπαλειβάδου ... διὰ τὴν ἐξασφάλισιν τοῦ ἐγκάρσιου σχηματος τοῦ Παπαλειβάδου ἀπὸ τὴν ἐλίσχωσιν αὐτοῦ ἢ τοπικῶς. Ὁ 2 λόχος τοῦ ἰδίου τάγματος ταχθήσεται ὡς συγκρίσιμοι τῆς χαροβολάκρης καὶ ὡς ἐφεδρεία τοιαύτων τῶν σταθμῶν Παπαλειβάδου καὶ Προφήτου Ἤλια, ὅστις ἦνε τὸ ἀνωτάτου σημεῖον τῆς τοποθεσίας μας. [166,1458,302,1637]
signature: Πολ. Ἀνδ. [255,2564,302,2575]
headline: Ο ΤΗΣ ΚΡΗΤΗΣ ΓΕΝΙΚΟΣ ΔΙΟΙΚΗΤΗΣ [668,1134,802,1156]
paragraph: νεκρώτατα καὶ φίλια τὸν Σουλτάνον. Ὑπάρχει ὅμως φόβος μήπως ἔλαβεν οὗτος ἐλλαχθῆ μυστικὰς ἀνθρωπότητος καὶ διεθνεῖς παρατηρεῖτε· φαίνεται δὲ ὅτι δὲν θεωρεῖ ἑαυτὸν μεμονωμένον ἐν τῇ ἀντιστάσει του κατὰ τῶν συμβουλῶν τῆς Εὐρώπης. [474,61,643,156]
paragraph: Ὅλως ἀπροόπτως καὶ ὑπὸ αὐστηρὰν μυστικότητα, ὅπως ἀποφυγῇ τὰς ἐνθουσιώδεις ἐκδηλώσεις τοῦ πλήθους αἵτινες ἀναμένονται αὐτόν, ἀφίχθη χθὲς τὴν πρωΐαν εἰς Ἀθήνας ἐκ Χαλκίδος ὁ ἥρως τοῦ Ῥεβενίου καὶ Βελεστίνου στρατηγὸς Σμολένσκης. [474,1526,643,1609]
paragraph: Ὅτι ἀποτελοῦνται τὴν ἐπιτροπὴν ταύτην εἶναι γνωστά. Ἀγγλίας οἰκονομολόγοις κ. Ἀλβο, ἀντιπρόσωπος τοῦ Αὐστροουγγαρίας, ὁ τοῦ Ἐμμανουὴλ τοῦ ὑπηρεσιακοῦ λόγου, ὁ Μιαουλίδης τοῦ Δημοσίου Χρέους κ. Πρένασ, ὁ Διευθυντὴς τοῦ ὁμιλοῦ τοῦ Δημοσίου τῆς Βαυαρίας καὶ ὁ πρῶτος γραμματεὺς τῆς Γερμανικῆς πρεσβείας κ. Τίστα. [474,1293,643,1412]
paragraph: — Καὶ ποῖος ὑπῆρχε λοιπὸν διοίκησις ἢ ἔπειτα νὰ ἐφέρῃ καὶ ἀρχὴν ἐνημέρωσες τῶν πέριξ συμβαινόντων καὶ νὰ σᾶς ὁδηγῇ ; [166,244,302,303]
news-source: (Ἐθνικὸν Πρακτορεῖον) [727,607,819,616]
paragraph: — Σᾶς παρακαλῶ, δὲν ὑπῆρχον ἐκεῖ πλησίον ἀνώτεροι ἀξιωματικοί, ἢ τοὐλάχιστον ἔπρεπε νὰ ὑπῆρχον ; [166,681,302,740]
paragraph: — Ὥστε ἡ Μπόρνα τρόπα ἔμειναν ἀνοχύρωτος ; [21,1552,157,1575]
columns [21,60,985,2575]
paragraph: — Ἐμεῖς ἂν ἐκλήθη ἀπώλεια τοῦ κατέτρεψεν μας, ἡ τῆς ζωγρήσεως μας. Ὥστε δὲν σᾶς παρεχωρήθηταν μέσα ἀμύνης ; [21,1151,157,1198]
paragraph: — Τὰς ἐνεργείας νομίζω ἤθελεν ἀποκτᾶ, καὶ νὰ τὰς ζητῇ δὲν ἔπρεπεν δυνατὸν καθότι, διότι τὸ εἶχε κατόπιν βεβαίως νὰ διοικῇ τοὺς στρατοκισκίλους ἄνδρας του. [166,1026,302,1096]
paragraph: Ἐφ' οὗ αἱ Δυνάμεις διεκκένωνται, ἡ Τουρκία ἀπὸ ζέσαι. Ἡ ὀξεῖα χαρὰν, ἐφ' ἣν συγχρόνως ἀποσαφήθησαν καὶ ἐν ἀβεβαιότητι, ὑπεκειται ὡς ἀντιτίθει τῆς πρὸς τὰς ἐξ ὧν ἡ τῆς Εὐρώπης κατὰ ἄλλο παρὰ τὴν κυριαρχίαν τοῦ τῆς παράθεσιν ἀθρώπων εἰς τὴν θέσιν τοῦ παραδόσεως ἀθρώπων νέας τελίας. [311,313,465,432]
headline: ΠΩΣ ΘΑ ΕΞΑΝΑΓΚΑΣΘΗ [328,106,448,142]
